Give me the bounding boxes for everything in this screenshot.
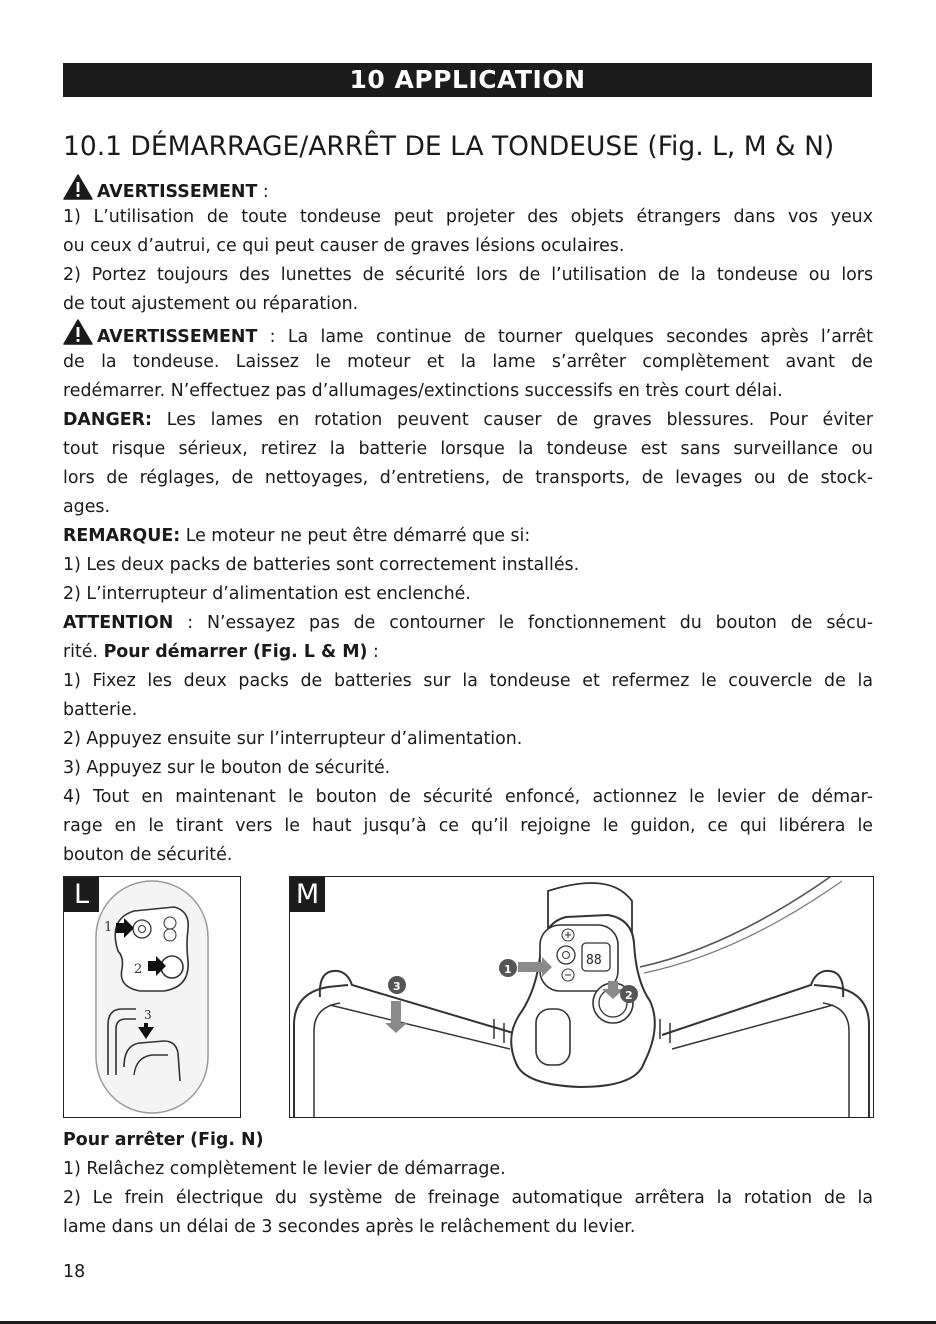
text-line: tout risque sérieux, retirez la batterie lorsque la tondeuse est sans surveillance ou xyxy=(63,439,873,459)
figure-l-callout: 2 xyxy=(134,962,143,977)
warning-suffix: : xyxy=(257,182,269,202)
step-line: rage en le tirant vers le haut jusqu’à ce qu’il rejoigne le guidon, ce qui libérera le xyxy=(63,816,873,836)
step-line: bouton de sécurité. xyxy=(63,845,233,865)
warning-icon xyxy=(63,319,93,345)
text-line: ou ceux d’autrui, ce qui peut causer de graves lésions oculaires. xyxy=(63,236,625,256)
figure-m xyxy=(289,876,874,1118)
danger-label: DANGER: xyxy=(63,410,152,430)
remarque-label: REMARQUE: xyxy=(63,526,181,546)
text-span: : La lame continue de tourner quelques secondes après l’arrêt xyxy=(257,327,873,347)
text-line: de tout ajustement ou réparation. xyxy=(63,294,359,314)
figure-m-tag: M xyxy=(290,877,325,912)
text-line: 2) L’interrupteur d’alimentation est enclenché. xyxy=(63,584,471,604)
section-banner: 10 APPLICATION xyxy=(63,63,872,97)
step-line: 2) Appuyez ensuite sur l’interrupteur d’alimentation. xyxy=(63,729,523,749)
attention-label: ATTENTION xyxy=(63,613,174,633)
text-line: ages. xyxy=(63,497,110,517)
text-span: Le moteur ne peut être démarré que si: xyxy=(180,526,531,546)
attention-line-2 xyxy=(63,638,873,667)
step-line: 3) Appuyez sur le bouton de sécurité. xyxy=(63,758,391,778)
start-subheading: Pour démarrer (Fig. L & M) xyxy=(103,642,368,662)
danger-line xyxy=(63,406,873,435)
remarque-line xyxy=(63,522,873,551)
figure-m-callout: 1 xyxy=(504,963,512,976)
warning-label: AVERTISSEMENT xyxy=(97,182,258,202)
page-number: 18 xyxy=(63,1262,86,1282)
figure-l-callout: 1 xyxy=(104,920,113,935)
text-line: 1) L’utilisation de toute tondeuse peut projeter des objets étrangers dans vos yeux xyxy=(63,207,873,227)
warning-icon xyxy=(63,174,93,200)
step-line: batterie. xyxy=(63,700,138,720)
text-line: de la tondeuse. Laissez le moteur et la lame s’arrêter complètement avant de xyxy=(63,352,873,372)
figure-l-callout: 3 xyxy=(144,1008,152,1022)
figure-m-illustration xyxy=(290,877,873,1117)
text-span: : xyxy=(367,642,379,662)
stop-line: lame dans un délai de 3 secondes après le relâchement du levier. xyxy=(63,1217,636,1237)
step-line: 4) Tout en maintenant le bouton de sécurité enfoncé, actionnez le levier de démar- xyxy=(63,787,873,807)
stop-line: 1) Relâchez complètement le levier de démarrage. xyxy=(63,1159,506,1179)
section-heading: 10.1 DÉMARRAGE/ARRÊT DE LA TONDEUSE (Fig. L, M & N) xyxy=(63,131,835,162)
figure-m-callout: 3 xyxy=(393,980,401,993)
stop-subheading: Pour arrêter (Fig. N) xyxy=(63,1130,264,1150)
stop-line: 2) Le frein électrique du système de freinage automatique arrêtera la rotation de la xyxy=(63,1188,873,1208)
figure-l-illustration xyxy=(64,877,240,1117)
text-line: 2) Portez toujours des lunettes de sécurité lors de l’utilisation de la tondeuse ou lors xyxy=(63,265,873,285)
figure-l xyxy=(63,876,241,1118)
figure-m-callout: 2 xyxy=(625,989,633,1002)
display-digits: 88 xyxy=(586,953,602,968)
text-line: 1) Les deux packs de batteries sont correctement installés. xyxy=(63,555,580,575)
text-span: Les lames en rotation peuvent causer de graves blessures. Pour éviter xyxy=(151,410,873,430)
text-line: lors de réglages, de nettoyages, d’entretiens, de transports, de levages ou de stock- xyxy=(63,468,873,488)
warning-label: AVERTISSEMENT xyxy=(97,327,258,347)
step-line: 1) Fixez les deux packs de batteries sur la tondeuse et refermez le couvercle de la xyxy=(63,671,873,691)
figure-l-tag: L xyxy=(64,877,99,912)
text-span: : N’essayez pas de contourner le fonctionnement du bouton de sécu- xyxy=(173,613,873,633)
attention-line xyxy=(63,609,873,638)
text-line: redémarrer. N’effectuez pas d’allumages/extinctions successifs en très court délai. xyxy=(63,381,783,401)
text-span: rité. xyxy=(63,642,104,662)
